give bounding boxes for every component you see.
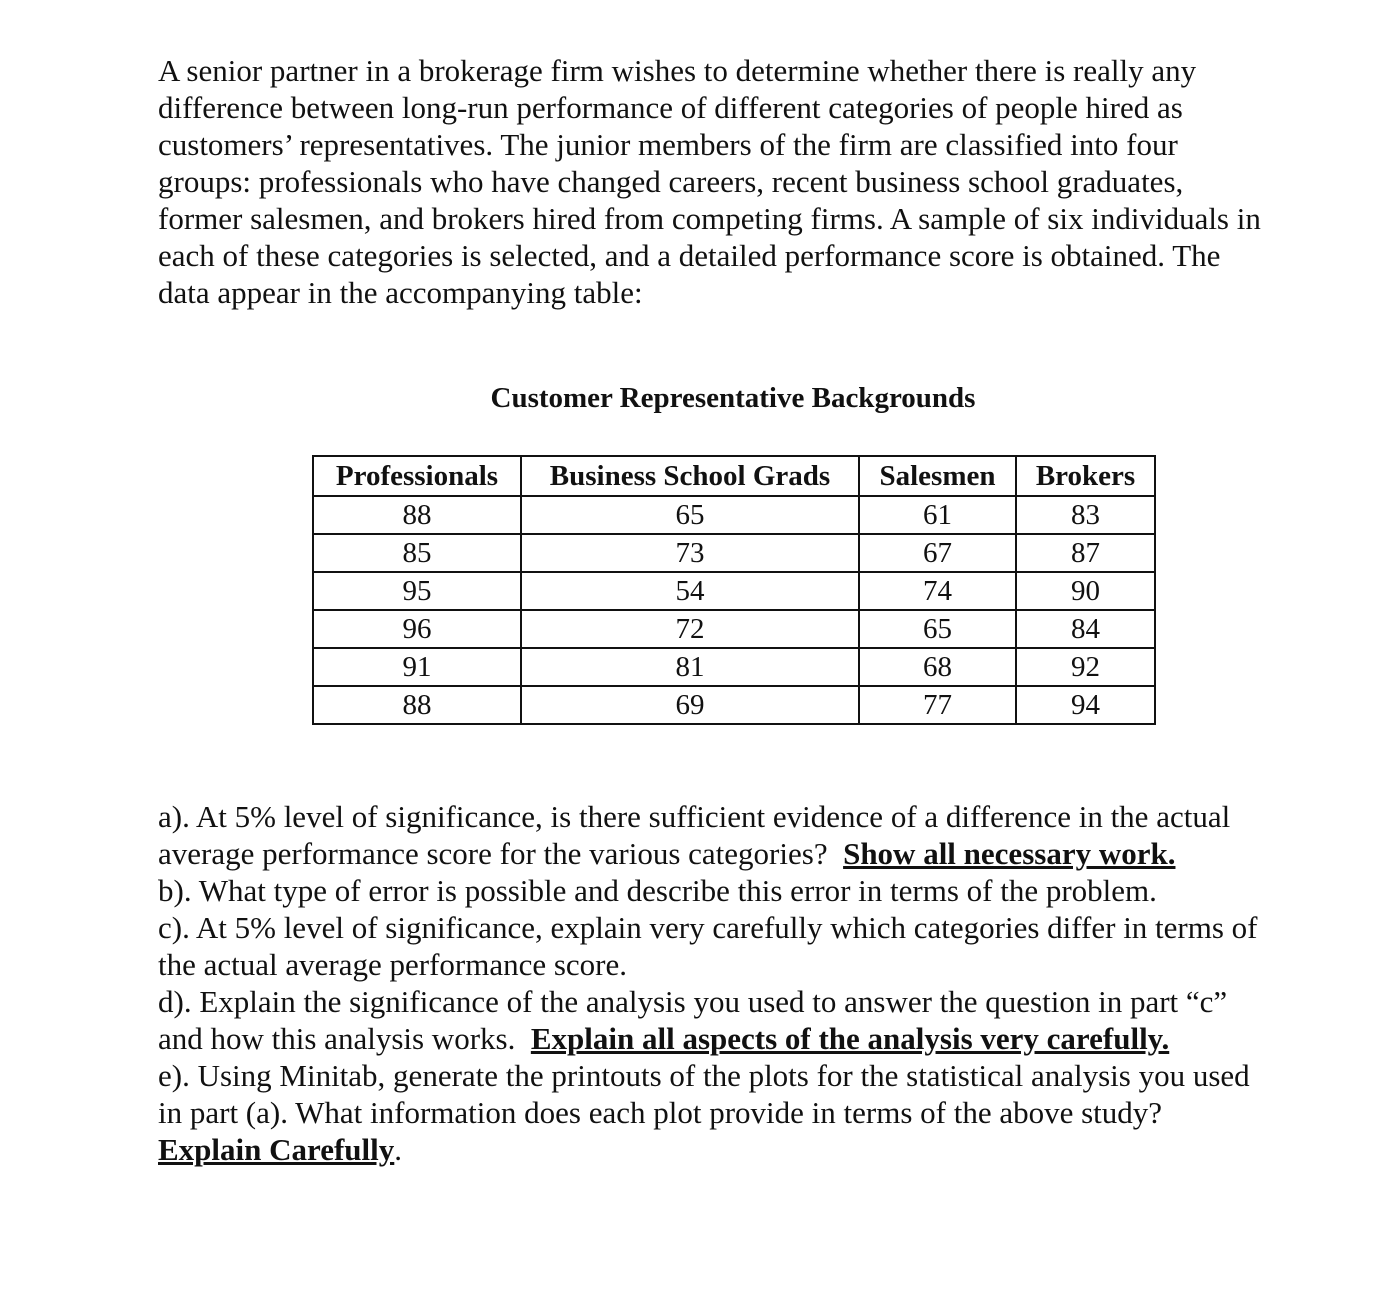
table-cell: 92 — [1016, 648, 1155, 686]
header-salesmen: Salesmen — [859, 456, 1016, 496]
table-cell: 65 — [521, 496, 859, 534]
header-professionals: Professionals — [313, 456, 521, 496]
header-business-school-grads: Business School Grads — [521, 456, 859, 496]
header-brokers: Brokers — [1016, 456, 1155, 496]
table-cell: 84 — [1016, 610, 1155, 648]
question-d-line: d). Explain the significance of the analysis you used to answer the question in part “c” — [158, 984, 1228, 1019]
table-row — [313, 686, 1155, 724]
table-cell: 77 — [859, 686, 1016, 724]
question-e-emphasis: Explain Carefully — [158, 1132, 395, 1167]
table-cell: 85 — [313, 534, 521, 572]
question-d-text: and how this analysis works. — [158, 1021, 531, 1056]
table-cell: 83 — [1016, 496, 1155, 534]
intro-line: data appear in the accompanying table: — [158, 275, 643, 310]
table-cell: 73 — [521, 534, 859, 572]
table-row — [313, 610, 1155, 648]
table-row — [313, 648, 1155, 686]
table-cell: 72 — [521, 610, 859, 648]
table-cell: 74 — [859, 572, 1016, 610]
question-d-emphasis: Explain all aspects of the analysis very carefully. — [530, 1021, 1170, 1056]
question-c-line: c). At 5% level of significance, explain very carefully which categories differ in terms of — [158, 910, 1258, 945]
table-row — [313, 496, 1155, 534]
table-cell: 94 — [1016, 686, 1155, 724]
intro-line: customers’ representatives. The junior members of the firm are classified into four — [158, 127, 1178, 162]
question-c-line: the actual average performance score. — [158, 947, 628, 982]
problem-intro — [158, 52, 1348, 311]
table-cell: 69 — [521, 686, 859, 724]
question-a-line: a). At 5% level of significance, is there sufficient evidence of a difference in the actual — [158, 799, 1231, 834]
intro-line: each of these categories is selected, and a detailed performance score is obtained. The — [158, 238, 1221, 273]
question-e-line — [158, 1131, 1358, 1168]
table-cell: 61 — [859, 496, 1016, 534]
question-a-text: average performance score for the various categories? — [158, 836, 844, 871]
table-cell: 88 — [313, 686, 521, 724]
question-a-emphasis: Show all necessary work. — [843, 836, 1176, 871]
table-cell: 88 — [313, 496, 521, 534]
table-cell: 68 — [859, 648, 1016, 686]
table-row — [313, 572, 1155, 610]
question-d-line — [158, 1020, 1358, 1057]
question-e-line: in part (a). What information does each plot provide in terms of the above study? — [158, 1095, 1163, 1130]
question-a-line — [158, 835, 1358, 872]
question-e-end: . — [394, 1132, 403, 1167]
table-header-row — [313, 456, 1155, 496]
intro-line: difference between long-run performance of different categories of people hired as — [158, 90, 1183, 125]
table-cell: 65 — [859, 610, 1016, 648]
table-cell: 67 — [859, 534, 1016, 572]
table-cell: 54 — [521, 572, 859, 610]
table-cell: 96 — [313, 610, 521, 648]
intro-line: groups: professionals who have changed careers, recent business school graduates, — [158, 164, 1184, 199]
question-b-line: b). What type of error is possible and describe this error in terms of the problem. — [158, 873, 1157, 908]
intro-line: A senior partner in a brokerage firm wishes to determine whether there is really any — [158, 53, 1197, 88]
table-cell: 87 — [1016, 534, 1155, 572]
table-cell: 81 — [521, 648, 859, 686]
table-cell: 90 — [1016, 572, 1155, 610]
table-cell: 91 — [313, 648, 521, 686]
performance-scores-table — [312, 455, 1156, 725]
table-title: Customer Representative Backgrounds — [490, 382, 976, 414]
table-cell: 95 — [313, 572, 521, 610]
table-row — [313, 534, 1155, 572]
intro-line: former salesmen, and brokers hired from competing firms. A sample of six individuals in — [158, 201, 1261, 236]
questions-list — [158, 798, 1358, 1168]
question-e-line: e). Using Minitab, generate the printouts of the plots for the statistical analysis you used — [158, 1058, 1250, 1093]
